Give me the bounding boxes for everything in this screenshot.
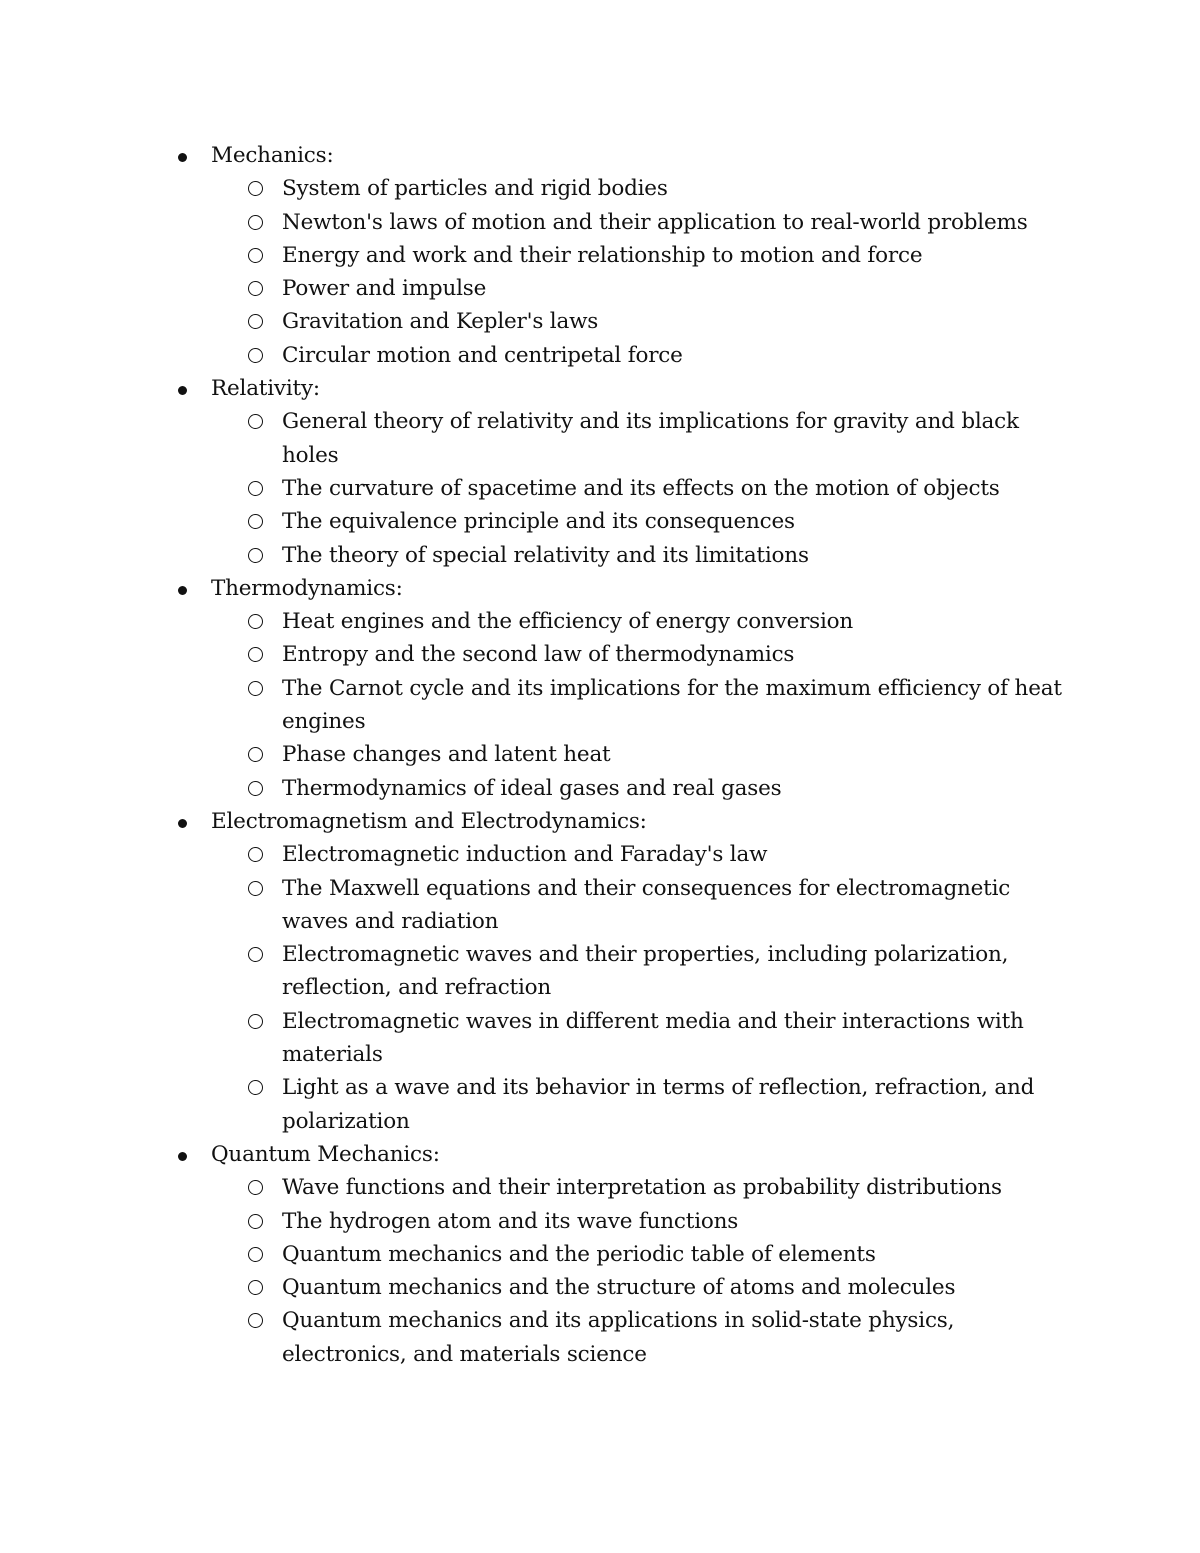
hollow-bullet-icon [248, 1014, 263, 1029]
subtopic-text: Light as a wave and its behavior in terms of reflection, refraction, and polarization [282, 1075, 1035, 1134]
hollow-bullet-icon [248, 181, 263, 196]
topic-label: Relativity: [211, 376, 320, 402]
subtopic-item [0, 672, 1200, 739]
hollow-bullet-icon [248, 548, 263, 563]
hollow-bullet-icon [248, 614, 263, 629]
subtopic-item [0, 206, 1200, 239]
hollow-bullet-icon [248, 1280, 263, 1295]
topic-heading [0, 805, 1200, 838]
topic-heading [0, 139, 1200, 172]
subtopic-text: Gravitation and Kepler's laws [282, 309, 599, 335]
subtopic-text: Heat engines and the efficiency of energy conversion [282, 609, 854, 635]
topic-item [0, 1138, 1200, 1371]
subtopic-list [0, 172, 1200, 372]
hollow-bullet-icon [248, 1080, 263, 1095]
filled-bullet-icon [178, 819, 187, 828]
subtopic-item [0, 172, 1200, 205]
topic-heading [0, 372, 1200, 405]
topic-item [0, 372, 1200, 572]
subtopic-text: Newton's laws of motion and their application to real-world problems [282, 209, 1028, 235]
hollow-bullet-icon [248, 481, 263, 496]
subtopic-item [0, 772, 1200, 805]
subtopic-text: Power and impulse [282, 276, 487, 302]
subtopic-text: The curvature of spacetime and its effects on the motion of objects [282, 475, 1000, 501]
subtopic-text: Electromagnetic waves in different media and their interactions with materials [282, 1008, 1024, 1068]
subtopic-text: System of particles and rigid bodies [282, 176, 668, 202]
hollow-bullet-icon [248, 1180, 263, 1195]
subtopic-item [0, 1238, 1200, 1271]
hollow-bullet-icon [248, 281, 263, 296]
filled-bullet-icon [178, 153, 187, 162]
subtopic-item [0, 872, 1200, 939]
subtopic-text: Phase changes and latent heat [282, 742, 611, 768]
subtopic-item [0, 505, 1200, 538]
hollow-bullet-icon [248, 781, 263, 796]
topic-label: Quantum Mechanics: [211, 1141, 440, 1167]
subtopic-item [0, 405, 1200, 472]
subtopic-text: Entropy and the second law of thermodynamics [282, 642, 795, 668]
subtopic-text: Electromagnetic induction and Faraday's law [282, 842, 768, 868]
hollow-bullet-icon [248, 647, 263, 662]
hollow-bullet-icon [248, 1214, 263, 1229]
subtopic-text: Energy and work and their relationship to motion and force [282, 242, 923, 268]
hollow-bullet-icon [248, 1313, 263, 1328]
hollow-bullet-icon [248, 1247, 263, 1262]
topic-label: Thermodynamics: [211, 575, 403, 601]
subtopic-item [0, 838, 1200, 871]
subtopic-list [0, 838, 1200, 1138]
filled-bullet-icon [178, 586, 187, 595]
subtopic-item [0, 1271, 1200, 1304]
subtopic-item [0, 1304, 1200, 1371]
hollow-bullet-icon [248, 681, 263, 696]
subtopic-text: The equivalence principle and its consequences [282, 509, 795, 535]
subtopic-text: Quantum mechanics and its applications in solid-state physics, electronics, and materials science [282, 1308, 955, 1367]
hollow-bullet-icon [248, 248, 263, 263]
topic-item [0, 572, 1200, 805]
hollow-bullet-icon [248, 514, 263, 529]
subtopic-text: Thermodynamics of ideal gases and real gases [282, 775, 782, 801]
subtopic-item [0, 1005, 1200, 1072]
hollow-bullet-icon [248, 881, 263, 896]
topic-item [0, 139, 1200, 372]
subtopic-text: The hydrogen atom and its wave functions [282, 1208, 739, 1234]
subtopic-list [0, 1171, 1200, 1371]
subtopic-text: The Maxwell equations and their consequences for electromagnetic waves and radiation [282, 875, 1011, 934]
subtopic-item [0, 272, 1200, 305]
subtopic-item [0, 239, 1200, 272]
subtopic-item [0, 1171, 1200, 1204]
hollow-bullet-icon [248, 215, 263, 230]
subtopic-text: The theory of special relativity and its limitations [282, 542, 809, 568]
hollow-bullet-icon [248, 847, 263, 862]
subtopic-text: Circular motion and centripetal force [282, 342, 683, 368]
subtopic-item [0, 305, 1200, 338]
subtopic-text: The Carnot cycle and its implications for the maximum efficiency of heat engines [282, 675, 1062, 735]
filled-bullet-icon [178, 1152, 187, 1161]
topic-heading [0, 572, 1200, 605]
subtopic-item [0, 605, 1200, 638]
subtopic-item [0, 638, 1200, 671]
subtopic-item [0, 539, 1200, 572]
document-page [0, 139, 1200, 1371]
subtopic-list [0, 605, 1200, 805]
hollow-bullet-icon [248, 314, 263, 329]
subtopic-item [0, 738, 1200, 771]
subtopic-item [0, 1071, 1200, 1138]
topic-item [0, 805, 1200, 1138]
hollow-bullet-icon [248, 947, 263, 962]
hollow-bullet-icon [248, 414, 263, 429]
subtopic-item [0, 339, 1200, 372]
subtopic-item [0, 938, 1200, 1005]
topic-heading [0, 1138, 1200, 1171]
subtopic-text: General theory of relativity and its implications for gravity and black holes [282, 409, 1019, 468]
topic-outline [0, 139, 1200, 1371]
topic-label: Electromagnetism and Electrodynamics: [211, 808, 647, 834]
subtopic-item [0, 472, 1200, 505]
subtopic-text: Quantum mechanics and the periodic table of elements [282, 1241, 876, 1267]
subtopic-item [0, 1205, 1200, 1238]
filled-bullet-icon [178, 386, 187, 395]
subtopic-text: Wave functions and their interpretation as probability distributions [282, 1175, 1002, 1201]
subtopic-list [0, 405, 1200, 571]
hollow-bullet-icon [248, 348, 263, 363]
topic-label: Mechanics: [211, 143, 334, 168]
hollow-bullet-icon [248, 747, 263, 762]
subtopic-text: Electromagnetic waves and their properties, including polarization, reflection, and refraction [282, 942, 1009, 1001]
subtopic-text: Quantum mechanics and the structure of atoms and molecules [282, 1275, 956, 1301]
